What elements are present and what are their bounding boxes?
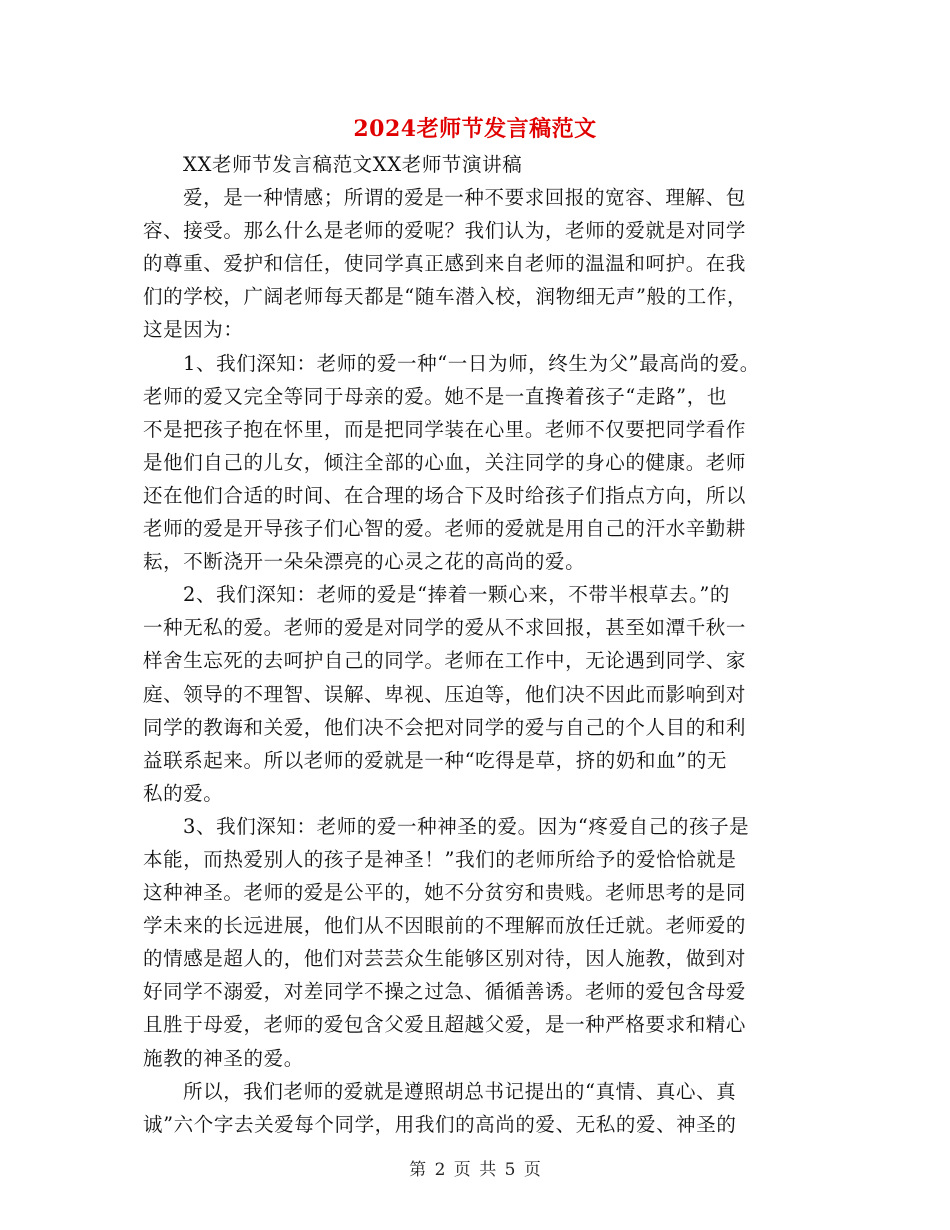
page-footer: 第 2 页 共 5 页	[409, 1160, 541, 1180]
text-line: 这种神圣。老师的爱是公平的，她不分贫穷和贵贱。老师思考的是同	[143, 881, 747, 905]
text-line: 私的爱。	[143, 781, 224, 805]
text-line: 是他们自己的儿女，倾注全部的心血，关注同学的身心的健康。老师	[143, 450, 747, 474]
text-line: 不是把孩子抱在怀里，而是把同学装在心里。老师不仅要把同学看作	[143, 417, 747, 441]
text-line: 益联系起来。所以老师的爱就是一种“吃得是草，挤的奶和血”的无	[143, 748, 727, 772]
text-line: 本能，而热爱别人的孩子是神圣！”我们的老师所给予的爱恰恰就是	[143, 847, 737, 871]
text-line: 所以，我们老师的爱就是遵照胡总书记提出的“真情、真心、真	[183, 1079, 737, 1103]
text-line: 还在他们合适的时间、在合理的场合下及时给孩子们指点方向，所以	[143, 483, 747, 507]
document-body	[143, 148, 823, 1141]
text-line: 1、我们深知：老师的爱一种“一日为师，终生为父”最高尚的爱。	[183, 351, 760, 375]
text-line: 们的学校，广阔老师每天都是“随车潜入校，润物细无声”般的工作，	[143, 285, 748, 309]
text-line: 同学的教诲和关爱，他们决不会把对同学的爱与自己的个人目的和利	[143, 715, 747, 739]
text-line: 这是因为：	[143, 318, 244, 342]
text-line: 耘，不断浇开一朵朵漂亮的心灵之花的高尚的爱。	[143, 550, 586, 574]
text-line: 样舍生忘死的去呵护自己的同学。老师在工作中，无论遇到同学、家	[143, 649, 747, 673]
text-line: 且胜于母爱，老师的爱包含父爱且超越父爱，是一种严格要求和精心	[143, 1013, 747, 1037]
text-line: 的尊重、爱护和信任，使同学真正感到来自老师的温温和呵护。在我	[143, 252, 747, 276]
text-line: 诚”六个字去关爱每个同学，用我们的高尚的爱、无私的爱、神圣的	[143, 1112, 737, 1136]
text-line: 爱，是一种情感；所谓的爱是一种不要求回报的宽容、理解、包	[183, 186, 746, 210]
text-line: 好同学不溺爱，对差同学不操之过急、循循善诱。老师的爱包含母爱	[143, 980, 747, 1004]
text-line: 3、我们深知：老师的爱一种神圣的爱。因为“疼爱自己的孩子是	[183, 814, 750, 838]
text-line: XX老师节发言稿范文XX老师节演讲稿	[183, 153, 523, 176]
text-line: 的情感是超人的，他们对芸芸众生能够区别对待，因人施教，做到对	[143, 947, 747, 971]
text-line: 老师的爱又完全等同于母亲的爱。她不是一直搀着孩子“走路”，也	[143, 384, 727, 408]
text-line: 容、接受。那么什么是老师的爱呢？我们认为，老师的爱就是对同学	[143, 219, 747, 243]
text-line: 施教的神圣的爱。	[143, 1046, 304, 1070]
text-line: 一种无私的爱。老师的爱是对同学的爱从不求回报，甚至如潭千秋一	[143, 616, 747, 640]
text-line: 老师的爱是开导孩子们心智的爱。老师的爱就是用自己的汗水辛勤耕	[143, 517, 747, 541]
text-line: 庭、领导的不理智、误解、卑视、压迫等，他们决不因此而影响到对	[143, 682, 747, 706]
document-title: 2024老师节发言稿范文	[353, 116, 597, 142]
text-line: 学未来的长远进展，他们从不因眼前的不理解而放任迁就。老师爱的	[143, 914, 747, 938]
text-line: 2、我们深知：老师的爱是“捧着一颗心来，不带半根草去。”的	[183, 583, 730, 607]
